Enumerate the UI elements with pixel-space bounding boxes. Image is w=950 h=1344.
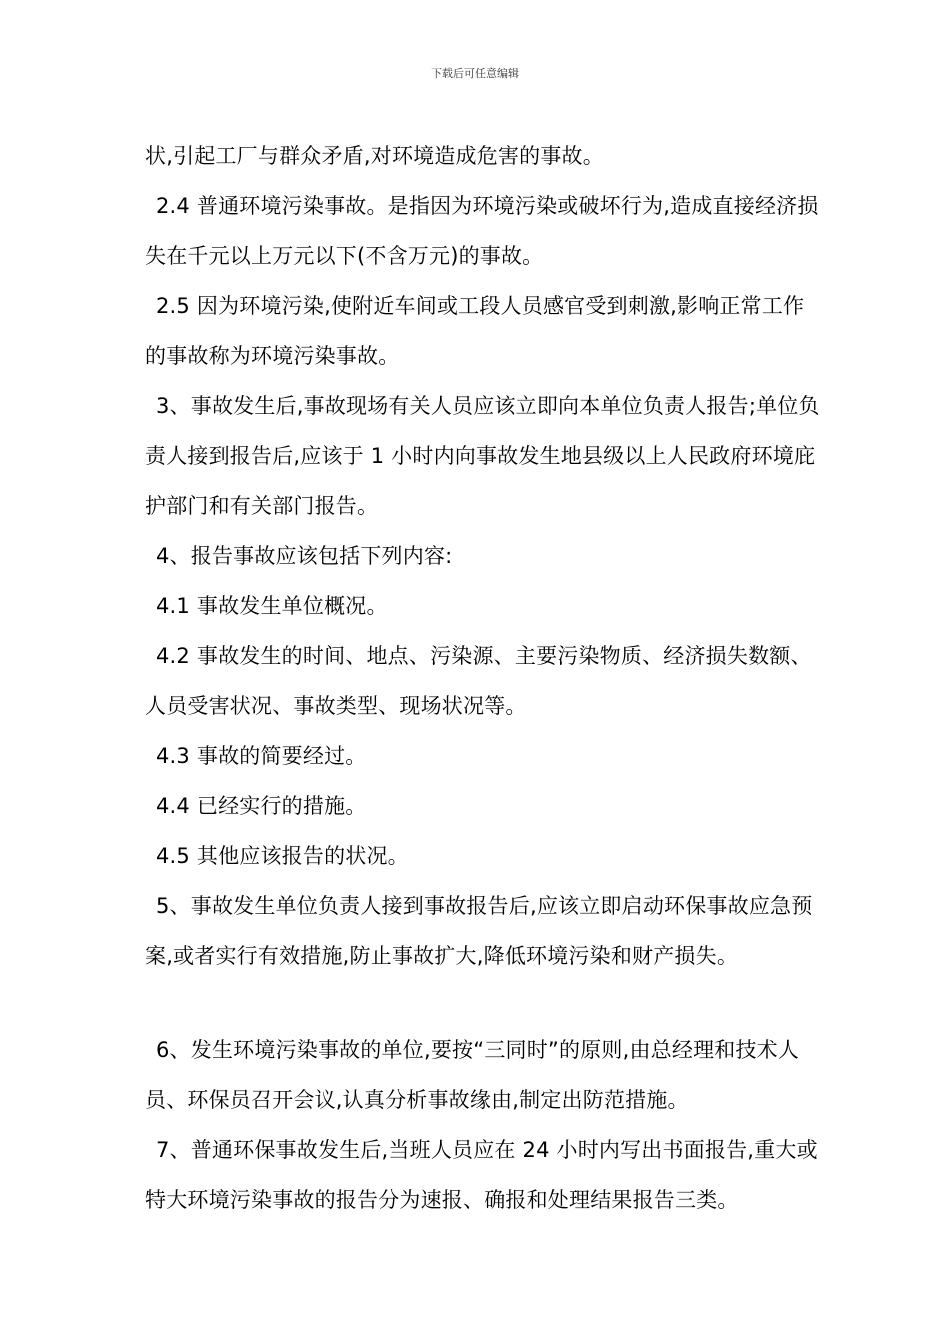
paragraph-4: 4、报告事故应该包括下列内容: (156, 544, 453, 568)
page-header-note: 下载后可任意编辑 (431, 67, 519, 80)
paragraph-continuation: 状,引起工厂与群众矛盾,对环境造成危害的事故。 (145, 144, 604, 168)
paragraph-6: 6、发生环境污染事故的单位,要按“三同时”的原则,由总经理和技术人员、环保员召开会议,认真分析事故缘由,制定出防范措施。 (145, 1038, 800, 1112)
paragraph-4-1: 4.1 事故发生单位概况。 (156, 594, 388, 618)
document-body (145, 131, 825, 1225)
paragraph-4-5: 4.5 其他应该报告的状况。 (156, 844, 409, 868)
paragraph-2-5: 2.5 因为环境污染,使附近车间或工段人员感官受到刺激,影响正常工作的事故称为环境污染事故。 (145, 294, 805, 368)
paragraph-5: 5、事故发生单位负责人接到事故报告后,应该立即启动环保事故应急预案,或者实行有效措施,防止事故扩大,降低环境污染和财产损失。 (145, 894, 813, 968)
paragraph-3: 3、事故发生后,事故现场有关人员应该立即向本单位负责人报告;单位负责人接到报告后,应该于 1 小时内向事故发生地县级以上人民政府环境庇护部门和有关部门报告。 (145, 394, 820, 518)
paragraph-4-4: 4.4 已经实行的措施。 (156, 794, 367, 818)
paragraph-7: 7、普通环保事故发生后,当班人员应在 24 小时内写出书面报告,重大或特大环境污染事故的报告分为速报、确报和处理结果报告三类。 (145, 1138, 818, 1212)
paragraph-gap (145, 981, 825, 1025)
paragraph-4-3: 4.3 事故的简要经过。 (156, 744, 367, 768)
paragraph-2-4: 2.4 普通环境污染事故。是指因为环境污染或破坏行为,造成直接经济损失在千元以上万元以下(不含万元)的事故。 (145, 194, 819, 268)
paragraph-4-2: 4.2 事故发生的时间、地点、污染源、主要污染物质、经济损失数额、人员受害状况、事故类型、现场状况等。 (145, 644, 812, 718)
